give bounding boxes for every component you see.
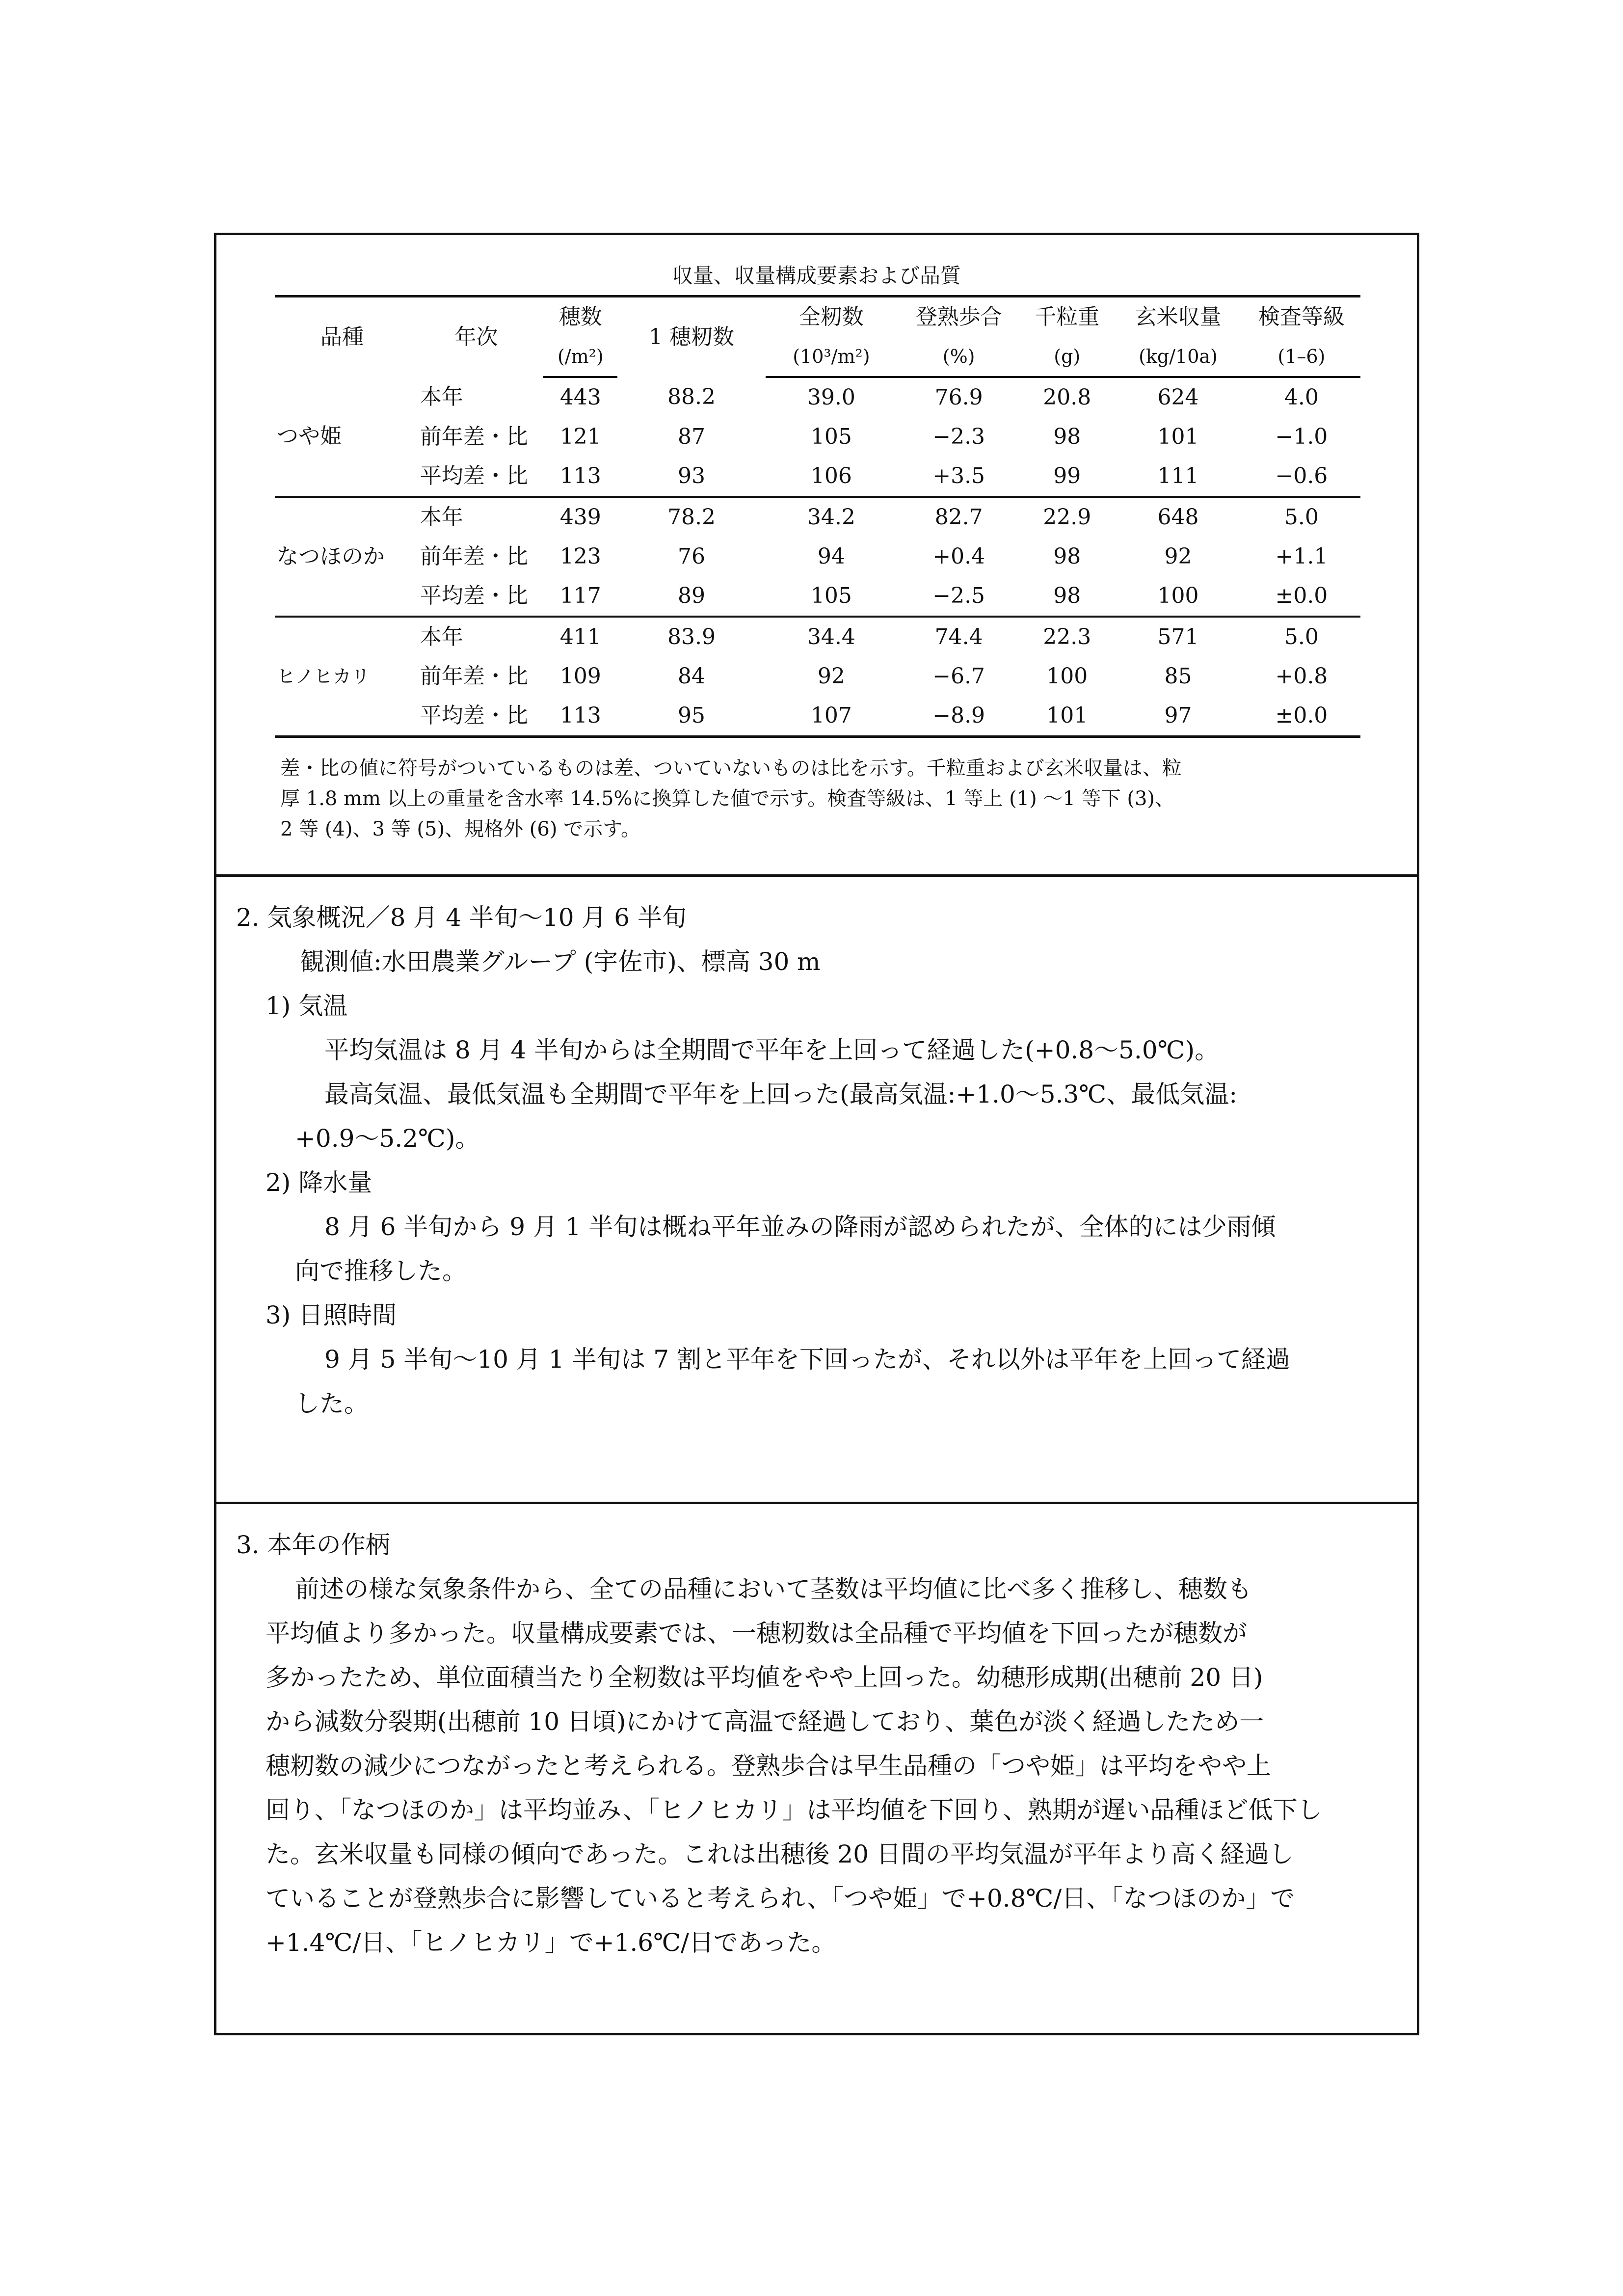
value-cell: 439	[559, 505, 601, 530]
unit-ripening: (%)	[897, 337, 1020, 377]
sunshine-heading: 3) 日照時間	[266, 1301, 397, 1329]
header-grade: 検査等級	[1243, 297, 1360, 337]
value-cell: 99	[1020, 457, 1114, 497]
value-cell: 443	[559, 385, 601, 410]
year-cell: 前年差・比	[420, 424, 528, 449]
value-cell: 76	[678, 544, 706, 569]
value-cell: −0.6	[1243, 457, 1360, 497]
value-cell: 34.4	[807, 624, 855, 649]
value-cell: 78.2	[667, 505, 716, 530]
value-cell: 97	[1114, 696, 1243, 737]
header-total-grains: 全籾数	[766, 297, 897, 337]
value-cell: 98	[1053, 544, 1081, 569]
table-row	[275, 617, 1360, 657]
header-panicles: 穂数	[543, 297, 617, 337]
value-cell: −2.5	[897, 576, 1020, 617]
value-cell: 5.0	[1284, 624, 1319, 649]
value-cell: 100	[1046, 664, 1088, 689]
harvest-line: から減数分裂期(出穂前 10 日頃)にかけて高温で経過しており、葉色が淡く経過したため一	[266, 1707, 1264, 1736]
value-cell: 571	[1157, 624, 1199, 649]
harvest-line: 多かったため、単位面積当たり全籾数は平均値をやや上回った。幼穂形成期(出穂前 20 日)	[266, 1663, 1263, 1692]
precipitation-paragraph: 8 月 6 半旬から 9 月 1 半旬は概ね平年並みの降雨が認められたが、全体的には少雨傾	[324, 1213, 1276, 1241]
unit-grade: (1–6)	[1243, 337, 1360, 377]
year-cell: 本年	[420, 505, 463, 530]
variety-cell: ヒノヒカリ	[275, 617, 409, 737]
yield-table	[275, 295, 1360, 738]
value-cell: −2.3	[932, 424, 985, 449]
harvest-heading: 3. 本年の作柄	[236, 1531, 390, 1559]
value-cell: 106	[766, 457, 897, 497]
value-cell: 5.0	[1284, 505, 1319, 530]
sunshine-paragraph-cont: した。	[295, 1389, 369, 1418]
value-cell: 105	[766, 576, 897, 617]
unit-brown-rice-yield: (kg/10a)	[1114, 337, 1243, 377]
value-cell: 111	[1114, 457, 1243, 497]
value-cell: ±0.0	[1243, 696, 1360, 737]
header-brown-rice-yield: 玄米収量	[1114, 297, 1243, 337]
value-cell: 105	[810, 424, 852, 449]
value-cell: 121	[559, 424, 601, 449]
table-row	[275, 377, 1360, 417]
note-line: 厚 1.8 mm 以上の重量を含水率 14.5%に換算した値で示す。検査等級は、1 等上 (1) 〜1 等下 (3)、	[280, 787, 1174, 810]
year-cell: 前年差・比	[420, 664, 528, 689]
unit-thousand-weight: (g)	[1020, 337, 1114, 377]
variety-cell: なつほのか	[275, 497, 409, 617]
harvest-line: ていることが登熟歩合に影響していると考えられ、「つや姫」で+0.8℃/日、「なつほのか」で	[266, 1884, 1295, 1913]
value-cell: +1.1	[1275, 544, 1328, 569]
temperature-paragraph-2-cont: +0.9〜5.2℃)。	[295, 1124, 480, 1153]
document-frame	[214, 233, 1419, 2035]
header-ripening: 登熟歩合	[897, 297, 1020, 337]
harvest-line: 回り、「なつほのか」は平均並み、「ヒノヒカリ」は平均値を下回り、熟期が遅い品種ほど低下し	[266, 1796, 1322, 1824]
harvest-line: た。玄米収量も同様の傾向であった。これは出穂後 20 日間の平均気温が平年より高く経過し	[266, 1840, 1294, 1868]
table-title: 収量、収量構成要素および品質	[672, 264, 961, 288]
header-year: 年次	[409, 297, 544, 378]
value-cell: 22.9	[1043, 505, 1091, 530]
value-cell: 92	[817, 664, 845, 689]
weather-heading: 2. 気象概況／8 月 4 半旬〜10 月 6 半旬	[236, 903, 687, 932]
header-variety: 品種	[275, 297, 409, 378]
yield-table-section	[216, 235, 1417, 874]
value-cell: +0.8	[1275, 664, 1328, 689]
value-cell: 95	[617, 696, 766, 737]
harvest-line: 前述の様な気象条件から、全ての品種において茎数は平均値に比べ多く推移し、穂数も	[295, 1575, 1252, 1603]
value-cell: 4.0	[1284, 385, 1319, 410]
table-row	[275, 537, 1360, 576]
year-cell: 前年差・比	[420, 544, 528, 569]
sunshine-paragraph: 9 月 5 半旬〜10 月 1 半旬は 7 割と平年を下回ったが、それ以外は平年を上回って経過	[324, 1345, 1291, 1374]
value-cell: 123	[559, 544, 601, 569]
value-cell: 89	[617, 576, 766, 617]
value-cell: −6.7	[932, 664, 985, 689]
harvest-line: 平均値より多かった。収量構成要素では、一穂籾数は全品種で平均値を下回ったが穂数が	[266, 1619, 1247, 1648]
observation-note: 観測値:水田農業グループ (宇佐市)、標高 30 m	[300, 947, 821, 976]
value-cell: 98	[1020, 576, 1114, 617]
note-line: 2 等 (4)、3 等 (5)、規格外 (6) で示す。	[280, 818, 640, 840]
note-line: 差・比の値に符号がついているものは差、ついていないものは比を示す。千粒重および玄米収量は、粒	[280, 757, 1182, 780]
header-grains-per-panicle: 1 穂籾数	[617, 297, 766, 378]
value-cell: 83.9	[667, 624, 716, 649]
value-cell: −8.9	[897, 696, 1020, 737]
year-cell: 平均差・比	[409, 576, 544, 617]
table-row	[275, 657, 1360, 696]
value-cell: 74.4	[934, 624, 983, 649]
value-cell: 107	[766, 696, 897, 737]
header-thousand-weight: 千粒重	[1020, 297, 1114, 337]
value-cell: −1.0	[1275, 424, 1328, 449]
value-cell: 648	[1157, 505, 1199, 530]
temperature-paragraph-1: 平均気温は 8 月 4 半旬からは全期間で平年を上回って経過した(+0.8〜5.0℃)。	[324, 1036, 1220, 1064]
value-cell: 411	[559, 624, 601, 649]
value-cell: 92	[1164, 544, 1192, 569]
year-cell: 本年	[420, 624, 463, 649]
value-cell: 113	[543, 457, 617, 497]
table-row	[275, 417, 1360, 457]
table-row	[275, 696, 1360, 737]
year-cell: 平均差・比	[409, 457, 544, 497]
value-cell: 87	[678, 424, 706, 449]
precipitation-heading: 2) 降水量	[266, 1168, 372, 1197]
value-cell: 101	[1157, 424, 1199, 449]
value-cell: 113	[543, 696, 617, 737]
value-cell: 117	[543, 576, 617, 617]
value-cell: 100	[1114, 576, 1243, 617]
value-cell: 101	[1020, 696, 1114, 737]
value-cell: 88.2	[667, 384, 716, 409]
table-note	[280, 753, 1360, 844]
unit-panicles: (/m²)	[543, 337, 617, 377]
temperature-heading: 1) 気温	[266, 992, 348, 1020]
unit-total-grains: (10³/m²)	[766, 337, 897, 377]
value-cell: 94	[817, 544, 845, 569]
value-cell: 82.7	[934, 505, 983, 530]
table-row	[275, 497, 1360, 537]
precipitation-paragraph-cont: 向で推移した。	[295, 1257, 467, 1285]
value-cell: 76.9	[934, 385, 983, 410]
value-cell: 93	[617, 457, 766, 497]
harvest-section	[216, 1502, 1417, 2035]
year-cell: 平均差・比	[409, 696, 544, 737]
variety-cell: つや姫	[275, 377, 409, 497]
weather-section	[216, 874, 1417, 1502]
harvest-line: +1.4℃/日、「ヒノヒカリ」で+1.6℃/日であった。	[266, 1928, 836, 1957]
value-cell: +3.5	[897, 457, 1020, 497]
table-row	[275, 576, 1360, 617]
table-header-row	[275, 297, 1360, 337]
harvest-line: 穂籾数の減少につながったと考えられる。登熟歩合は早生品種の「つや姫」は平均をやや上	[266, 1752, 1271, 1780]
value-cell: 624	[1157, 385, 1199, 410]
value-cell: 109	[559, 664, 601, 689]
value-cell: 85	[1164, 664, 1192, 689]
value-cell: 84	[678, 664, 706, 689]
value-cell: 98	[1053, 424, 1081, 449]
temperature-paragraph-2: 最高気温、最低気温も全期間で平年を上回った(最高気温:+1.0〜5.3℃、最低気温:	[324, 1080, 1238, 1108]
table-row	[275, 457, 1360, 497]
value-cell: 39.0	[807, 385, 855, 410]
value-cell: 34.2	[807, 505, 855, 530]
value-cell: 20.8	[1043, 385, 1091, 410]
value-cell: +0.4	[932, 544, 985, 569]
value-cell: ±0.0	[1243, 576, 1360, 617]
value-cell: 22.3	[1043, 624, 1091, 649]
year-cell: 本年	[420, 384, 463, 409]
